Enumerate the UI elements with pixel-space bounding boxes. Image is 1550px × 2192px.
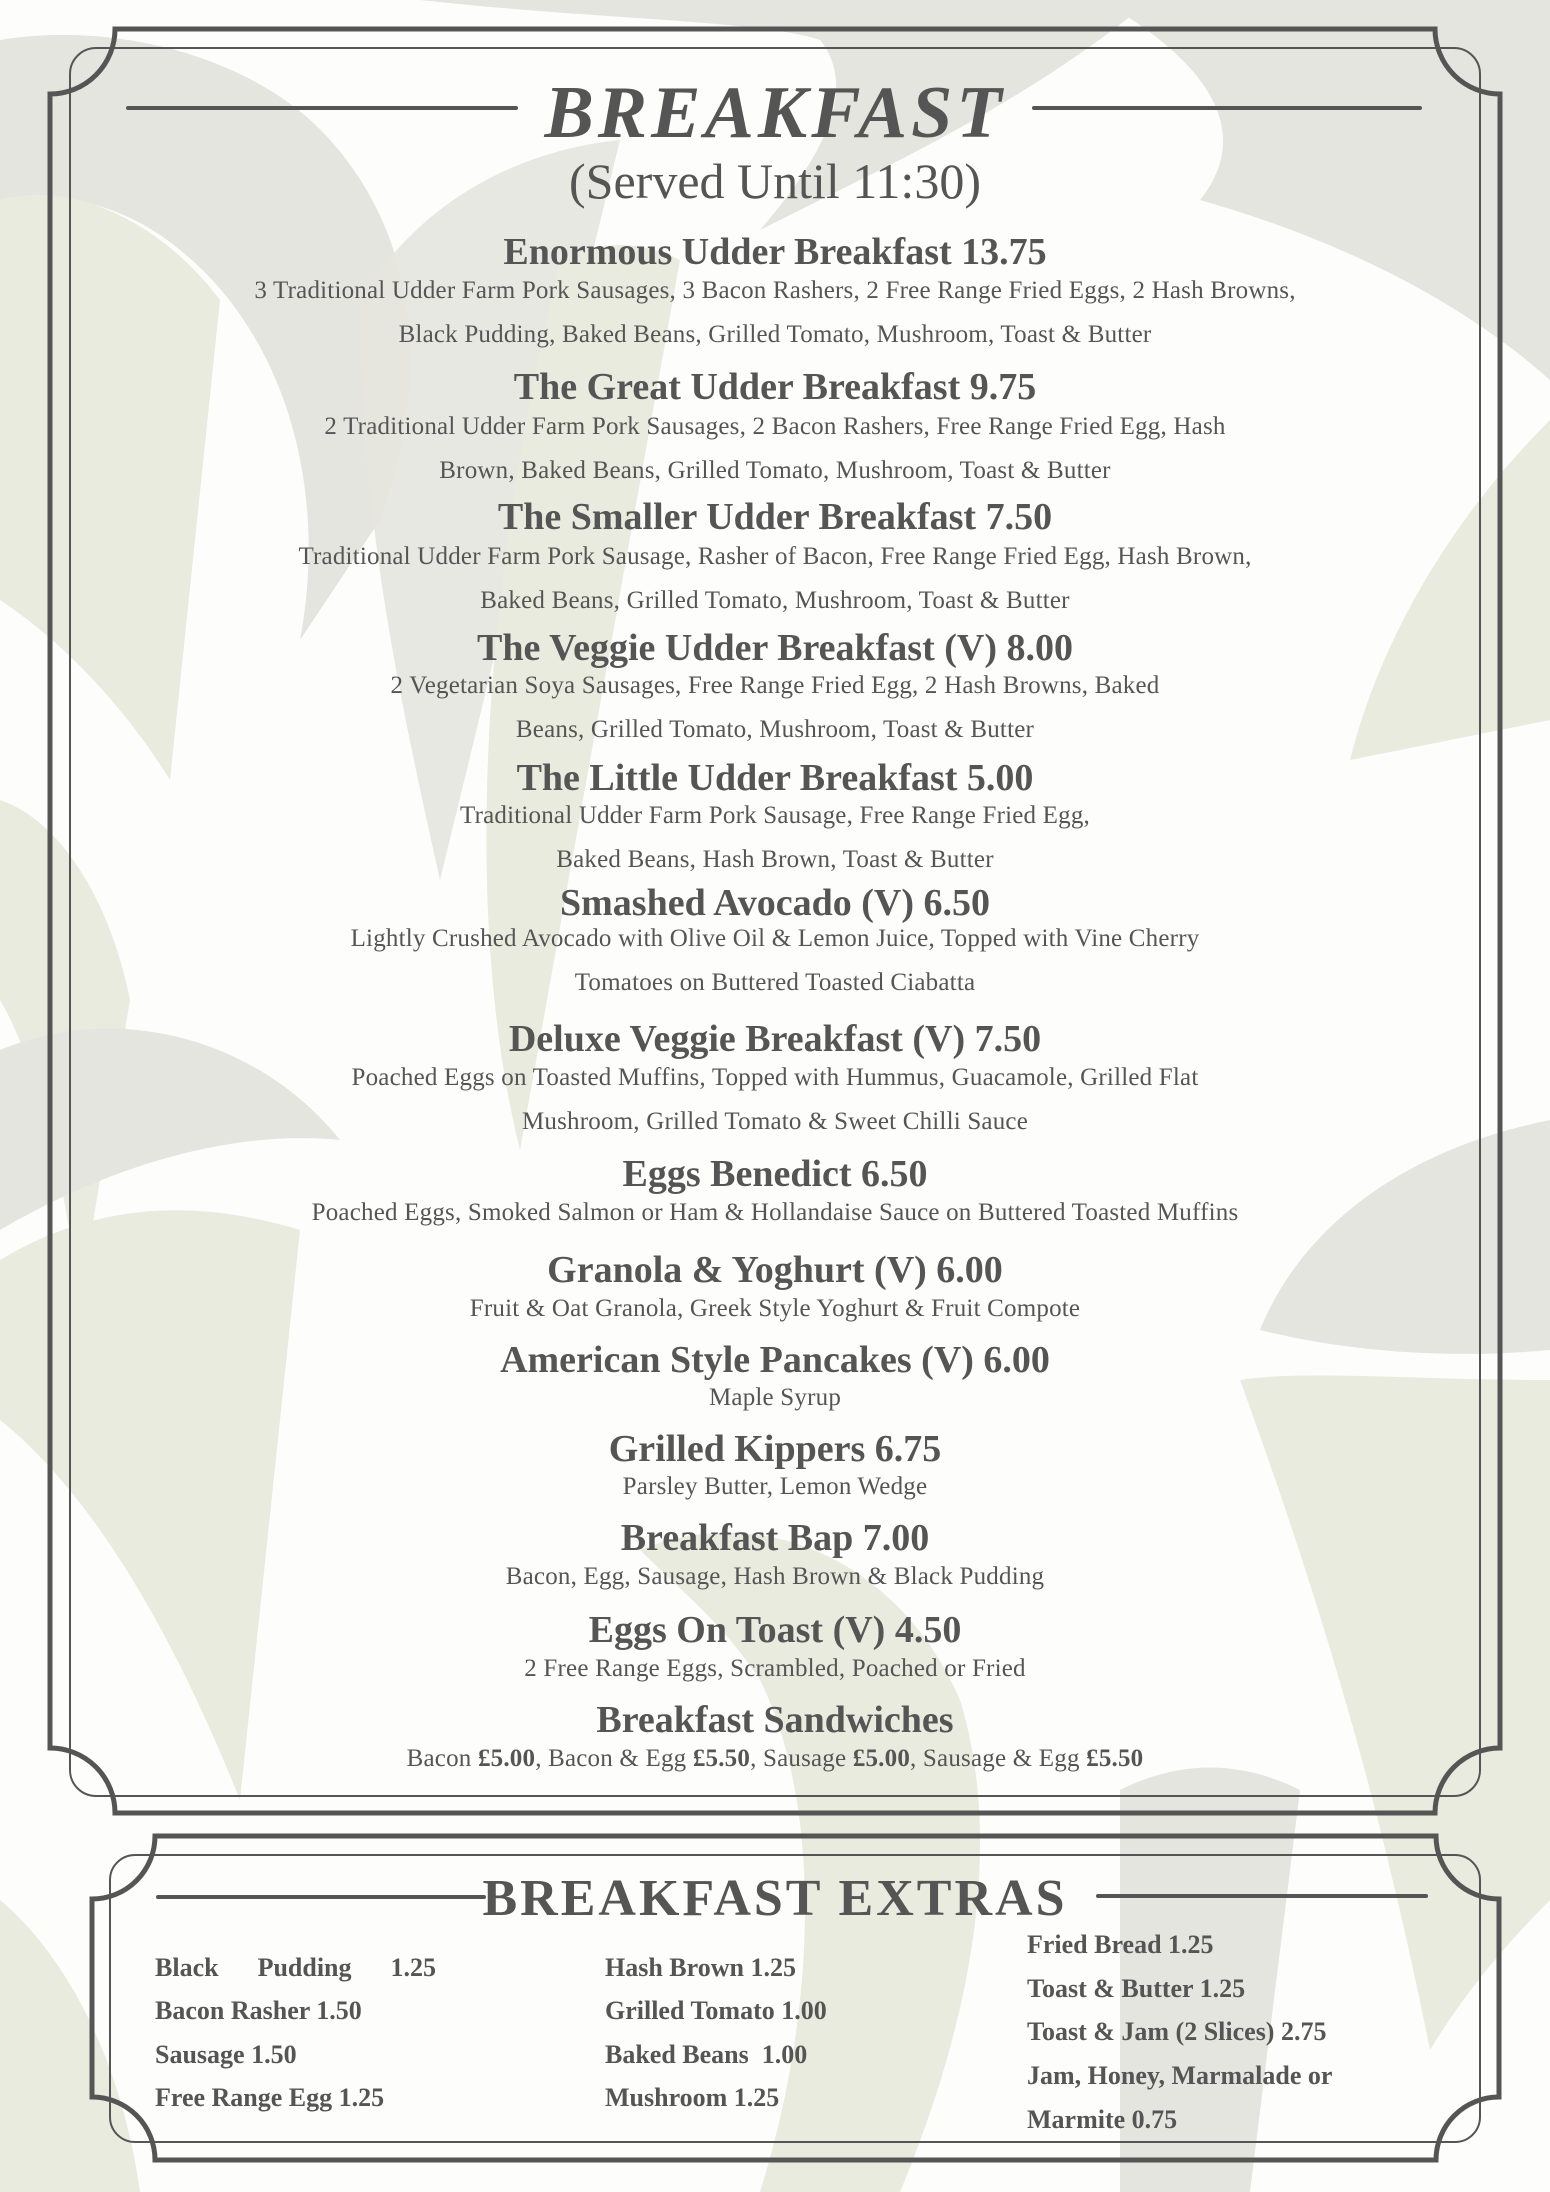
menu-item-name: Breakfast Sandwiches <box>596 1699 954 1741</box>
menu-item-name: Eggs On Toast (V) 4.50 <box>588 1609 962 1651</box>
menu-item-name: The Great Udder Breakfast 9.75 <box>513 366 1037 408</box>
menu-item-description: Traditional Udder Farm Pork Sausage, Rasher of Bacon, Free Range Fried Egg, Hash Brown, <box>298 543 1252 570</box>
menu-item-description: Fruit & Oat Granola, Greek Style Yoghurt & Fruit Compote <box>469 1295 1081 1322</box>
separator: , <box>750 1745 763 1772</box>
sandwich-label: Sausage & Egg <box>922 1745 1087 1772</box>
menu-item-description: Baked Beans, Grilled Tomato, Mushroom, Toast & Butter <box>480 587 1070 614</box>
menu-item-name: Granola & Yoghurt (V) 6.00 <box>547 1249 1003 1291</box>
menu-item-description: 2 Free Range Eggs, Scrambled, Poached or Fried <box>524 1655 1026 1682</box>
extra-item: Marmite 0.75 <box>1027 2105 1178 2134</box>
menu-item-name: Grilled Kippers 6.75 <box>608 1428 942 1470</box>
extra-item: Jam, Honey, Marmalade or <box>1027 2061 1333 2090</box>
separator: , <box>535 1745 549 1772</box>
sandwich-label: Bacon & Egg <box>548 1745 693 1772</box>
menu-item-description: Beans, Grilled Tomato, Mushroom, Toast & Butter <box>515 716 1035 743</box>
menu-item-description: Maple Syrup <box>708 1384 842 1411</box>
separator: , <box>910 1745 923 1772</box>
sandwich-label: Sausage <box>762 1745 853 1772</box>
extra-item: Toast & Butter 1.25 <box>1027 1974 1246 2003</box>
sandwich-price: £5.00 <box>477 1745 536 1772</box>
extra-item: Grilled Tomato 1.00 <box>605 1996 827 2025</box>
menu-item-name: Enormous Udder Breakfast 13.75 <box>503 231 1047 273</box>
menu-item-name: Deluxe Veggie Breakfast (V) 7.50 <box>508 1018 1042 1060</box>
menu-item-description: Black Pudding, Baked Beans, Grilled Tomato, Mushroom, Toast & Butter <box>398 321 1152 348</box>
menu-item-name: The Smaller Udder Breakfast 7.50 <box>497 496 1053 538</box>
menu-item-description: Poached Eggs on Toasted Muffins, Topped with Hummus, Guacamole, Grilled Flat <box>351 1064 1199 1091</box>
menu-item-description: Tomatoes on Buttered Toasted Ciabatta <box>574 969 976 996</box>
menu-item-description: Bacon, Egg, Sausage, Hash Brown & Black Pudding <box>505 1563 1045 1590</box>
extra-item: Hash Brown 1.25 <box>605 1953 796 1982</box>
menu-item-name: Breakfast Bap 7.00 <box>620 1517 930 1559</box>
menu-item-description: 2 Vegetarian Soya Sausages, Free Range Fried Egg, 2 Hash Browns, Baked <box>390 672 1160 699</box>
menu-item-description: Brown, Baked Beans, Grilled Tomato, Mushroom, Toast & Butter <box>439 457 1111 484</box>
extra-item: Black Pudding 1.25 <box>155 1953 437 1982</box>
menu-item-description: 2 Traditional Udder Farm Pork Sausages, 2 Bacon Rashers, Free Range Fried Egg, Hash <box>324 413 1226 440</box>
served-until-subtitle: (Served Until 11:30) <box>569 153 981 209</box>
sandwich-price: £5.50 <box>692 1745 751 1772</box>
sandwich-price: £5.00 <box>852 1745 911 1772</box>
menu-item-description: Lightly Crushed Avocado with Olive Oil & Lemon Juice, Topped with Vine Cherry <box>350 925 1200 952</box>
menu-item-description: Baked Beans, Hash Brown, Toast & Butter <box>556 846 994 873</box>
extras-title: BREAKFAST EXTRAS <box>482 1870 1068 1927</box>
menu-item-name: Eggs Benedict 6.50 <box>622 1153 928 1195</box>
menu-item-description: Mushroom, Grilled Tomato & Sweet Chilli Sauce <box>521 1108 1029 1135</box>
menu-item-name: American Style Pancakes (V) 6.00 <box>500 1339 1050 1381</box>
page-title: BREAKFAST <box>544 72 1006 154</box>
extra-item: Free Range Egg 1.25 <box>155 2083 385 2112</box>
menu-item-name: The Veggie Udder Breakfast (V) 8.00 <box>476 627 1074 669</box>
menu-item-description: Traditional Udder Farm Pork Sausage, Free Range Fried Egg, <box>459 802 1091 829</box>
sandwich-label: Bacon <box>406 1745 478 1772</box>
extra-item: Bacon Rasher 1.50 <box>155 1996 362 2025</box>
sandwich-prices <box>0 1746 1550 1771</box>
menu-item-name: Smashed Avocado (V) 6.50 <box>560 882 990 924</box>
menu-item-description: Poached Eggs, Smoked Salmon or Ham & Hollandaise Sauce on Buttered Toasted Muffins <box>311 1199 1239 1226</box>
extra-item: Sausage 1.50 <box>155 2040 297 2069</box>
menu-item-description: Parsley Butter, Lemon Wedge <box>622 1473 928 1500</box>
menu-item-description: 3 Traditional Udder Farm Pork Sausages, 3 Bacon Rashers, 2 Free Range Fried Eggs, 2 Hash Browns, <box>254 277 1296 304</box>
menu-item-name: The Little Udder Breakfast 5.00 <box>516 757 1034 799</box>
sandwich-price: £5.50 <box>1086 1745 1144 1772</box>
extra-item: Baked Beans 1.00 <box>605 2040 808 2069</box>
extra-item: Fried Bread 1.25 <box>1027 1930 1214 1959</box>
extra-item: Mushroom 1.25 <box>605 2083 780 2112</box>
extra-item: Toast & Jam (2 Slices) 2.75 <box>1027 2017 1327 2046</box>
